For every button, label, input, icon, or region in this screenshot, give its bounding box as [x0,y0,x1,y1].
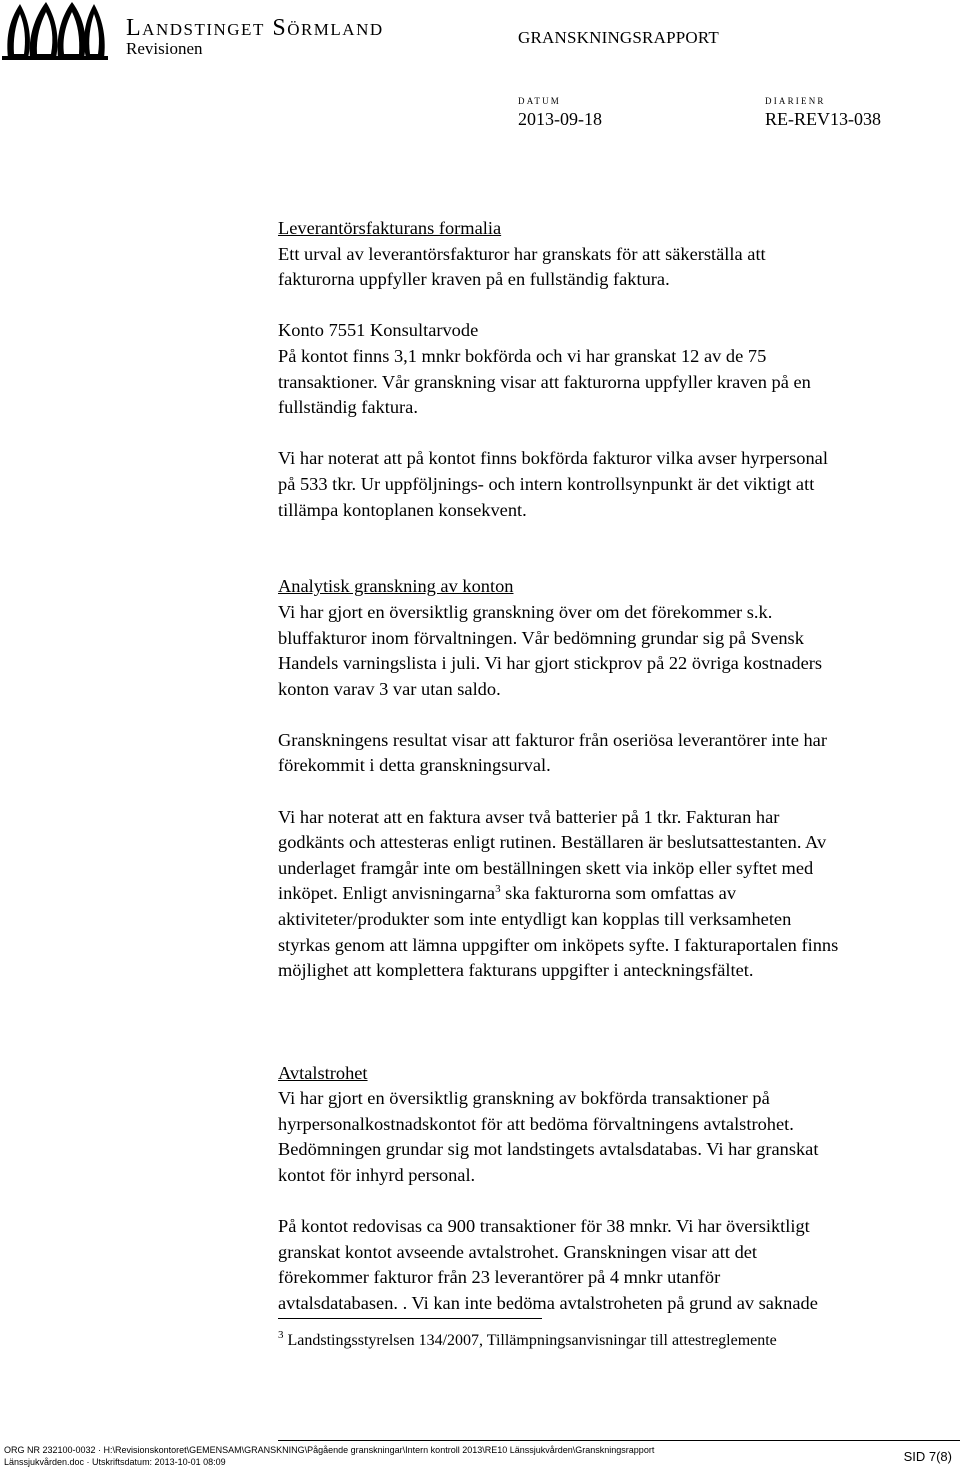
text-line: Ett urval av leverantörsfakturor har granskats för att säkerställa att [278,243,766,264]
document-body [278,216,958,1317]
footnote-reference: 3 [495,883,501,896]
text-line: tillämpa kontoplanen konsekvent. [278,499,527,520]
text-line: Bedömningen grundar sig mot landstingets avtalsdatabas. Vi har granskat [278,1139,819,1160]
text-line: Handels varningslista i juli. Vi har gjort stickprov på 22 övriga kostnaders [278,653,823,674]
footnote-separator [278,1318,542,1319]
footnote [278,1331,777,1351]
text-line: kontot för inhyrd personal. [278,1164,476,1185]
date-label: DATUM [518,96,562,106]
text-line: På kontot redovisas ca 900 transaktioner för 38 mnkr. Vi har översiktligt [278,1216,810,1237]
landstinget-crown-logo-icon [0,0,110,62]
section-heading-invoice-formalities: Leverantörsfakturans formalia [278,218,502,238]
section-heading-analytical-review: Analytisk granskning av konton [278,576,514,597]
text-line: Vi har gjort en översiktlig granskning av bokförda transaktioner på [278,1088,770,1109]
footer-separator [278,1440,960,1441]
text-line: hyrpersonalkostnadskontot för att bedöma förvaltningens avtalstrohet. [278,1113,794,1134]
text-line: förekommer fakturor från 23 leverantörer på 4 mnkr utanför [278,1267,721,1288]
footnote-marker: 3 [278,1329,284,1341]
text-line: bluffakturor inom förvaltningen. Vår bedömning grundar sig på Svensk [278,627,804,648]
department-name: Revisionen [126,39,203,58]
footer-print-date: Länssjukvården.doc · Utskriftsdatum: 2013-10-01 08:09 [4,1457,226,1467]
date-value: 2013-09-18 [518,109,602,129]
section-heading-contract-compliance: Avtalstrohet [278,1062,368,1083]
text-line: granskat kontot avseende avtalstrohet. Granskningen visar att det [278,1241,758,1262]
text-line: fakturorna uppfyller kraven på en fullständig faktura. [278,269,670,290]
text-line: konton varav 3 var utan saldo. [278,678,501,699]
text-line: fullständig faktura. [278,397,418,418]
text-line: på 533 tkr. Ur uppföljnings- och intern kontrollsynpunkt är det viktigt att [278,473,815,494]
text-line: transaktioner. Vår granskning visar att fakturorna uppfyller kraven på en [278,371,811,392]
diary-number-value: RE-REV13-038 [765,109,881,129]
text-line: möjlighet att komplettera fakturans uppgifter i anteckningsfältet. [278,960,754,981]
text-line: På kontot finns 3,1 mnkr bokförda och vi har granskat 12 av de 75 [278,345,767,366]
text-line: Vi har gjort en översiktlig granskning över om det förekommer s.k. [278,601,773,622]
text-line: godkänts och attesteras enligt rutinen. Beställaren är beslutsattestanten. Av [278,832,827,853]
text-line: Granskningens resultat visar att fakturor från oseriösa leverantörer inte har [278,729,827,750]
text-line: avtalsdatabasen. . Vi kan inte bedöma avtalstroheten på grund av saknade [278,1292,818,1313]
text-line: styrkas genom att lämna uppgifter om inköpets syfte. I fakturaportalen finns [278,934,839,955]
text-line: förekommit i detta granskningsurval. [278,755,551,776]
text-line: Vi har noterat att en faktura avser två batterier på 1 tkr. Fakturan har [278,806,780,827]
page-number: SID 7(8) [903,1449,952,1464]
document-type: GRANSKNINGSRAPPORT [518,28,719,47]
diary-number-label: DIARIENR [765,96,826,106]
text-line: aktiviteter/produkter som inte entydligt kan kopplas till verksamheten [278,909,792,930]
text-line: Konto 7551 Konsultarvode [278,320,479,341]
text-line: Vi har noterat att på kontot finns bokförda fakturor vilka avser hyrpersonal [278,448,828,469]
footer-path: ORG NR 232100-0032 · H:\Revisionskontoret\GEMENSAM\GRANSKNING\Pågående granskningar\Intern kontroll 2013\RE10 Länssjukvården\Granskningsrapport [4,1445,655,1455]
text-line: inköpet. Enligt anvisningarna$^3$ ska fakturorna som omfattas av [278,883,737,904]
footnote-text: Landstingsstyrelsen 134/2007, Tillämpningsanvisningar till attestreglemente [283,1332,777,1349]
organization-name: LANDSTINGET SÖRMLAND [126,15,384,41]
text-line: underlaget framgår inte om beställningen skett via inköp eller syftet med [278,857,814,878]
